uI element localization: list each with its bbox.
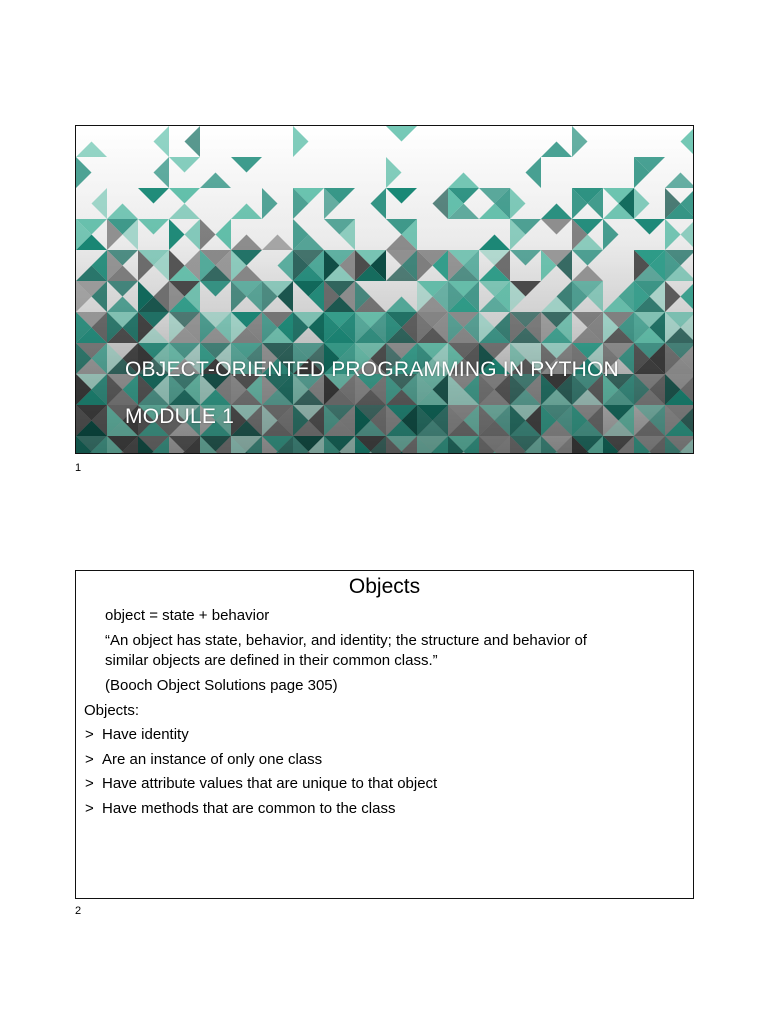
bullet-mark: >	[85, 800, 94, 817]
objects-slide	[75, 570, 694, 899]
title-slide	[75, 125, 694, 454]
slide-heading: Objects	[348, 575, 421, 598]
list-item-text: Have methods that are common to the class	[102, 800, 396, 817]
list-item	[85, 774, 437, 794]
list-label: Objects:	[84, 702, 140, 719]
page-number-1: 1	[75, 462, 82, 474]
bullet-mark: >	[85, 775, 94, 792]
triangle-pattern-background	[76, 126, 693, 453]
bullet-mark: >	[85, 751, 94, 768]
quote-line-1: “An object has state, behavior, and identity; the structure and behavior of	[105, 632, 587, 649]
page-number-2: 2	[75, 905, 82, 917]
list-item	[85, 725, 189, 745]
list-item-text: Are an instance of only one class	[102, 751, 323, 768]
bullet-mark: >	[85, 726, 94, 743]
pattern-shade-overlay	[76, 126, 693, 453]
definition-text: object = state + behavior	[105, 607, 270, 624]
citation-text: (Booch Object Solutions page 305)	[105, 677, 338, 694]
slide-subtitle: MODULE 1	[125, 405, 234, 428]
list-item-text: Have identity	[102, 726, 189, 743]
list-item-text: Have attribute values that are unique to that object	[102, 775, 438, 792]
list-item	[85, 750, 322, 770]
slide-title: OBJECT-ORIENTED PROGRAMMING IN PYTHON	[125, 358, 619, 381]
list-item	[85, 799, 395, 819]
quote-line-2: similar objects are defined in their common class.”	[105, 652, 438, 669]
